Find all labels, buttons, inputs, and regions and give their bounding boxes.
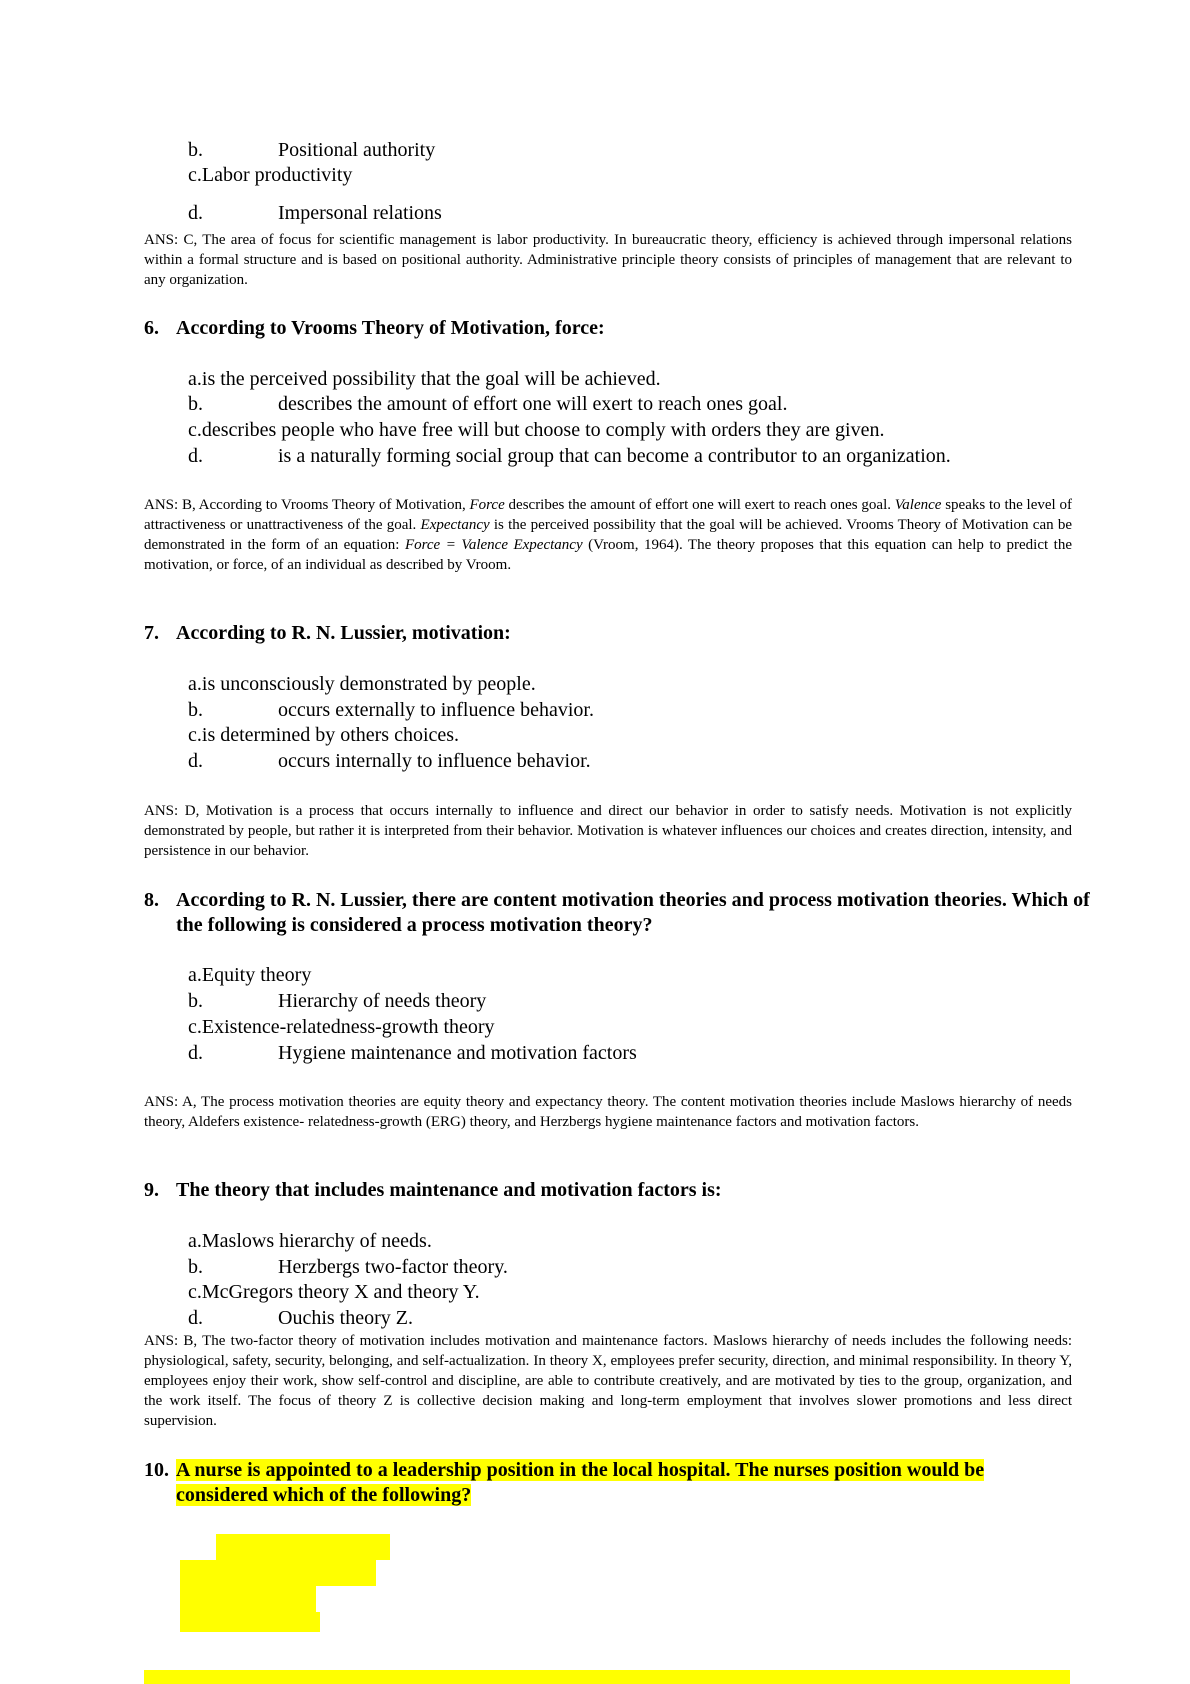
highlight-block	[180, 1612, 320, 1632]
option-6c: c.describes people who have free will but choose to comply with orders they are given.	[188, 419, 885, 441]
option-9c: c.McGregors theory X and theory Y.	[188, 1281, 480, 1303]
question-7	[144, 621, 1094, 646]
highlight-block	[180, 1586, 316, 1612]
option-7a: a.is unconsciously demonstrated by people.	[188, 673, 536, 695]
option-6a: a.is the perceived possibility that the goal will be achieved.	[188, 368, 661, 390]
option-5d: d. Impersonal relations	[188, 202, 442, 224]
question-text: According to Vrooms Theory of Motivation, force:	[176, 317, 605, 339]
option-8d: d. Hygiene maintenance and motivation factors	[188, 1042, 637, 1064]
option-8b: b. Hierarchy of needs theory	[188, 990, 487, 1012]
option-8c: c.Existence-relatedness-growth theory	[188, 1016, 495, 1038]
answer-7: ANS: D, Motivation is a process that occurs internally to influence and direct our behavior in order to satisfy needs. Motivation is not explicitly demonstrated by people, but rather it is interpreted from their behavior. Motivation is whatever influences our choices and creates direction, intensity, and persistence in our behavior.	[144, 803, 1072, 859]
question-number: 9.	[144, 1179, 159, 1201]
question-number: 10.	[144, 1459, 169, 1481]
question-text: According to R. N. Lussier, motivation:	[176, 622, 511, 644]
highlight-bar	[144, 1670, 1070, 1684]
answer-6: ANS: B, According to Vrooms Theory of Motivation, Force describes the amount of effort one will exert to reach ones goal. Valence speaks to the level of attractiveness or unattractiveness of the goal. Expectancy is the perceived possibility that the goal will be achieved. Vrooms Theory of Motivation can be demonstrated in the form of an equation: Force = Valence Expectancy (Vroom, 1964). The theory proposes that this equation can help to predict the motivation, or force, of an individual as described by Vroom.	[144, 497, 1073, 573]
option-8a: a.Equity theory	[188, 964, 312, 986]
option-7d: d. occurs internally to influence behavior.	[188, 750, 591, 772]
option-6b: b. describes the amount of effort one will exert to reach ones goal.	[188, 393, 788, 415]
answer-8: ANS: A, The process motivation theories are equity theory and expectancy theory. The content motivation theories include Maslows hierarchy of needs theory, Aldefers existence- relatedness-growth (ERG) theory, and Herzbergs hygiene maintenance factors and motivation factors.	[144, 1094, 1072, 1130]
option-6d: d. is a naturally forming social group that can become a contributor to an organization.	[188, 445, 951, 467]
question-number: 8.	[144, 889, 159, 911]
option-7b: b. occurs externally to influence behavior.	[188, 699, 594, 721]
highlight-block	[180, 1560, 376, 1586]
question-text: The theory that includes maintenance and motivation factors is:	[176, 1179, 722, 1201]
question-9	[144, 1178, 1094, 1203]
question-number: 7.	[144, 622, 159, 644]
question-text: According to R. N. Lussier, there are content motivation theories and process motivation theories. Which of the following is considered a process motivation theory?	[176, 889, 1090, 936]
option-9a: a.Maslows hierarchy of needs.	[188, 1230, 432, 1252]
option-5c: c.Labor productivity	[188, 164, 353, 186]
question-number: 6.	[144, 317, 159, 339]
highlight-block	[216, 1534, 390, 1560]
option-7c: c.is determined by others choices.	[188, 724, 460, 746]
question-text: A nurse is appointed to a leadership position in the local hospital. The nurses position would be considered which of the following?	[176, 1459, 985, 1506]
option-5b: b. Positional authority	[188, 139, 436, 161]
question-10	[144, 1458, 1094, 1508]
question-6	[144, 316, 1094, 341]
option-9d: d. Ouchis theory Z.	[188, 1307, 413, 1329]
answer-5: ANS: C, The area of focus for scientific management is labor productivity. In bureaucratic theory, efficiency is achieved through impersonal relations within a formal structure and is based on positional authority. Administrative principle theory consists of principles of management that are relevant to any organization.	[144, 232, 1072, 288]
question-8	[144, 888, 1094, 938]
option-9b: b. Herzbergs two-factor theory.	[188, 1256, 508, 1278]
answer-9: ANS: B, The two-factor theory of motivation includes motivation and maintenance factors. Maslows hierarchy of needs includes the following needs: physiological, safety, security, belonging, and self-actualization. In theory X, employees prefer security, direction, and minimal responsibility. In theory Y, employees enjoy their work, show self-control and discipline, are able to contribute creatively, and are motivated by ties to the group, organization, and the work itself. The focus of theory Z is collective decision making and long-term employment that involves slower promotions and less direct supervision.	[144, 1333, 1072, 1429]
